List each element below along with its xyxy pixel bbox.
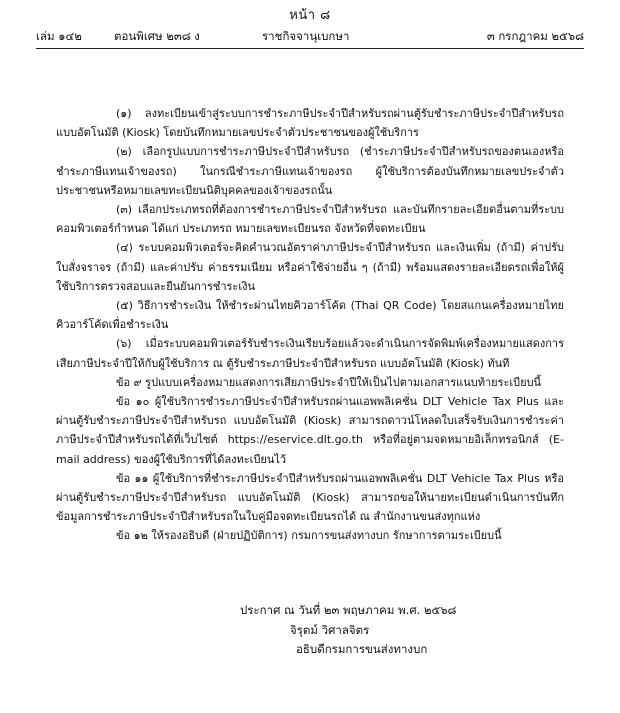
gazette-date: ๓ กรกฎาคม ๒๕๖๘ bbox=[486, 29, 584, 43]
announcement-date: ประกาศ ณ วันที่ ๒๓ พฤษภาคม พ.ศ. ๒๕๖๘ bbox=[240, 603, 457, 617]
page-number: หน้า ๘ bbox=[289, 8, 331, 23]
signatory-title: อธิบดีกรมการขนส่งทางบก bbox=[296, 642, 428, 656]
gazette-title: ราชกิจจานุเบกษา bbox=[262, 29, 350, 43]
paragraph-item-4: (๔) ระบบคอมพิวเตอร์จะคิดคำนวณอัตราค่าภาษีประจำปีสำหรับรถ และเงินเพิ่ม (ถ้ามี) ค่าปรับใบสั่งจราจร (ถ้ามี) และค่าปรับ ค่าธรรมเนียม หรือค่าใช้จ่ายอื่น ๆ (ถ้ามี) พร้อมแสดงรายละเอียดรถเพื่อให้ผู้ใช้บริการตรวจสอบและยืนยันการชำระเงิน bbox=[56, 241, 564, 293]
paragraph-item-1: (๑) ลงทะเบียนเข้าสู่ระบบการชำระภาษีประจำปีสำหรับรถผ่านตู้รับชำระภาษีประจำปีสำหรับรถแบบอัตโนมัติ (Kiosk) โดยบันทึกหมายเลขประจำตัวประชาชนของผู้ใช้บริการ bbox=[56, 107, 564, 140]
paragraph-item-3: (๓) เลือกประเภทรถที่ต้องการชำระภาษีประจำปีสำหรับรถ และบันทึกรายละเอียดอื่นตามที่ระบบคอมพิวเตอร์กำหนด ได้แก่ ประเภทรถ หมายเลขทะเบียนรถ จังหวัดที่จดทะเบียน bbox=[56, 203, 564, 236]
header-divider bbox=[36, 48, 584, 49]
document-body bbox=[56, 104, 564, 546]
gazette-section: ตอนพิเศษ ๒๓๘ ง bbox=[114, 29, 200, 43]
paragraph-item-5: (๕) วิธีการชำระเงิน ให้ชำระผ่านไทยคิวอาร์โค้ด (Thai QR Code) โดยสแกนเครื่องหมายไทยคิวอาร์โค้ดเพื่อชำระเงิน bbox=[56, 299, 564, 332]
paragraph-item-6: (๖) เมื่อระบบคอมพิวเตอร์รับชำระเงินเรียบร้อยแล้วจะดำเนินการจัดพิมพ์เครื่องหมายแสดงการเสียภาษีประจำปีให้กับผู้ใช้บริการ ณ ตู้รับชำระภาษีประจำปีสำหรับรถ แบบอัตโนมัติ (Kiosk) ทันที bbox=[56, 337, 564, 370]
signature-block bbox=[240, 601, 456, 660]
clause-10: ข้อ ๑๐ ผู้ใช้บริการชำระภาษีประจำปีสำหรับรถผ่านแอพพลิเคชั่น DLT Vehicle Tax Plus และผ่านตู้รับชำระภาษีประจำปีสำหรับรถ แบบอัตโนมัติ (Kiosk) สามารถดาวน์โหลดใบเสร็จรับเงินการชำระค่าภาษีประจำปีสำหรับรถได้ที่เว็บไซต์ https://eservice.dlt.go.th หรือที่อยู่ตามจดหมายอิเล็กทรอนิกส์ (E-mail address) ของผู้ใช้บริการที่ได้ลงทะเบียนไว้ bbox=[56, 395, 564, 466]
clause-9: ข้อ ๙ รูปแบบเครื่องหมายแสดงการเสียภาษีประจำปีให้เป็นไปตามเอกสารแนบท้ายระเบียบนี้ bbox=[116, 375, 542, 389]
gazette-volume: เล่ม ๑๔๒ bbox=[36, 29, 82, 43]
clause-12: ข้อ ๑๒ ให้รองอธิบดี (ฝ่ายปฏิบัติการ) กรมการขนส่งทางบก รักษาการตามระเบียบนี้ bbox=[116, 529, 502, 543]
gazette-header bbox=[36, 28, 584, 46]
clause-11: ข้อ ๑๑ ผู้ใช้บริการที่ชำระภาษีประจำปีสำหรับรถผ่านแอพพลิเคชั่น DLT Vehicle Tax Plus หรือผ่านตู้รับชำระภาษีประจำปีสำหรับรถ แบบอัตโนมัติ (Kiosk) สามารถขอให้นายทะเบียนดำเนินการบันทึกข้อมูลการชำระภาษีประจำปีสำหรับรถในใบคู่มือจดทะเบียนรถได้ ณ สำนักงานขนส่งทุกแห่ง bbox=[56, 471, 564, 524]
paragraph-item-2: (๒) เลือกรูปแบบการชำระภาษีประจำปีสำหรับรถ (ชำระภาษีประจำปีสำหรับรถของตนเองหรือชำระภาษีแทนเจ้าของรถ) ในกรณีชำระภาษีแทนเจ้าของรถ ผู้ใช้บริการต้องบันทึกหมายเลขประจำตัวประชาชนหรือหมายเลขทะเบียนนิติบุคคลของเจ้าของรถนั้น bbox=[56, 145, 564, 197]
signatory-name: จิรุตม์ วิศาลจิตร bbox=[290, 622, 370, 637]
